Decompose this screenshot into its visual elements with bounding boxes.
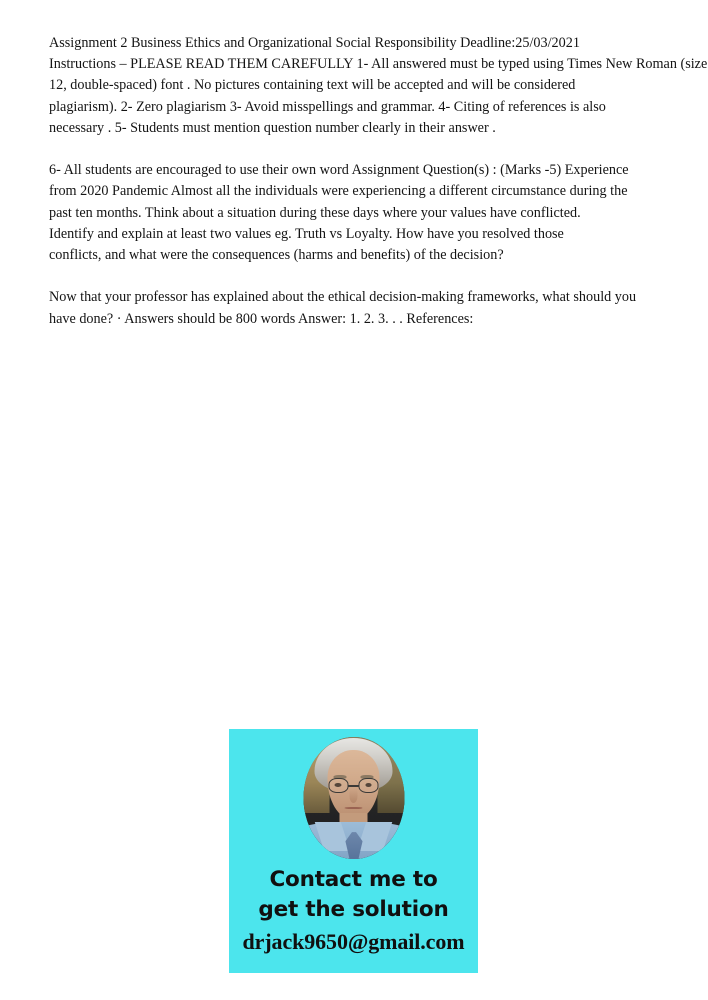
- paragraph-intro: [49, 33, 708, 139]
- doc-line: Now that your professor has explained about the ethical decision-making frameworks, what should you: [49, 289, 637, 306]
- promo-headline-line-1: Contact me to: [269, 867, 438, 892]
- paragraph-closing: [49, 287, 708, 329]
- doc-line: conflicts, and what were the consequences (harms and benefits) of the decision?: [49, 247, 504, 264]
- document-text-body: [49, 33, 708, 330]
- doc-line: past ten months. Think about a situation during these days where your values have conflicted.: [49, 204, 581, 221]
- eyeglasses-lens-left-icon: [328, 778, 348, 793]
- eyeglasses-lens-right-icon: [359, 778, 379, 793]
- paragraph-question: [49, 160, 708, 266]
- doc-line: Assignment 2 Business Ethics and Organizational Social Responsibility Deadline:25/03/2021: [49, 35, 580, 51]
- doc-line: Instructions – PLEASE READ THEM CAREFULLY 1- All answered must be typed using Times New Roman (size: [49, 56, 708, 73]
- portrait-nose: [349, 789, 357, 802]
- doc-line: plagiarism). 2- Zero plagiarism 3- Avoid misspellings and grammar. 4- Citing of references is also: [49, 98, 606, 115]
- doc-line: Identify and explain at least two values eg. Truth vs Loyalty. How have you resolved those: [49, 225, 564, 242]
- contact-promo-card: [229, 729, 478, 973]
- doc-line: have done? · Answers should be 800 words Answer: 1. 2. 3. . . References:: [49, 310, 474, 327]
- doc-line: 6- All students are encouraged to use their own word Assignment Question(s) : (Marks -5) Experience: [49, 162, 629, 179]
- eyeglasses-bridge-icon: [348, 785, 358, 787]
- promo-email-address[interactable]: drjack9650@gmail.com: [242, 929, 465, 954]
- portrait-photo: [303, 737, 404, 859]
- doc-line: 12, double-spaced) font . No pictures containing text will be accepted and will be considered: [49, 77, 576, 94]
- promo-headline-line-2: get the solution: [258, 897, 449, 922]
- doc-line: necessary . 5- Students must mention question number clearly in their answer .: [49, 119, 496, 136]
- doc-line: from 2020 Pandemic Almost all the individuals were experiencing a different circumstance during the: [49, 183, 628, 200]
